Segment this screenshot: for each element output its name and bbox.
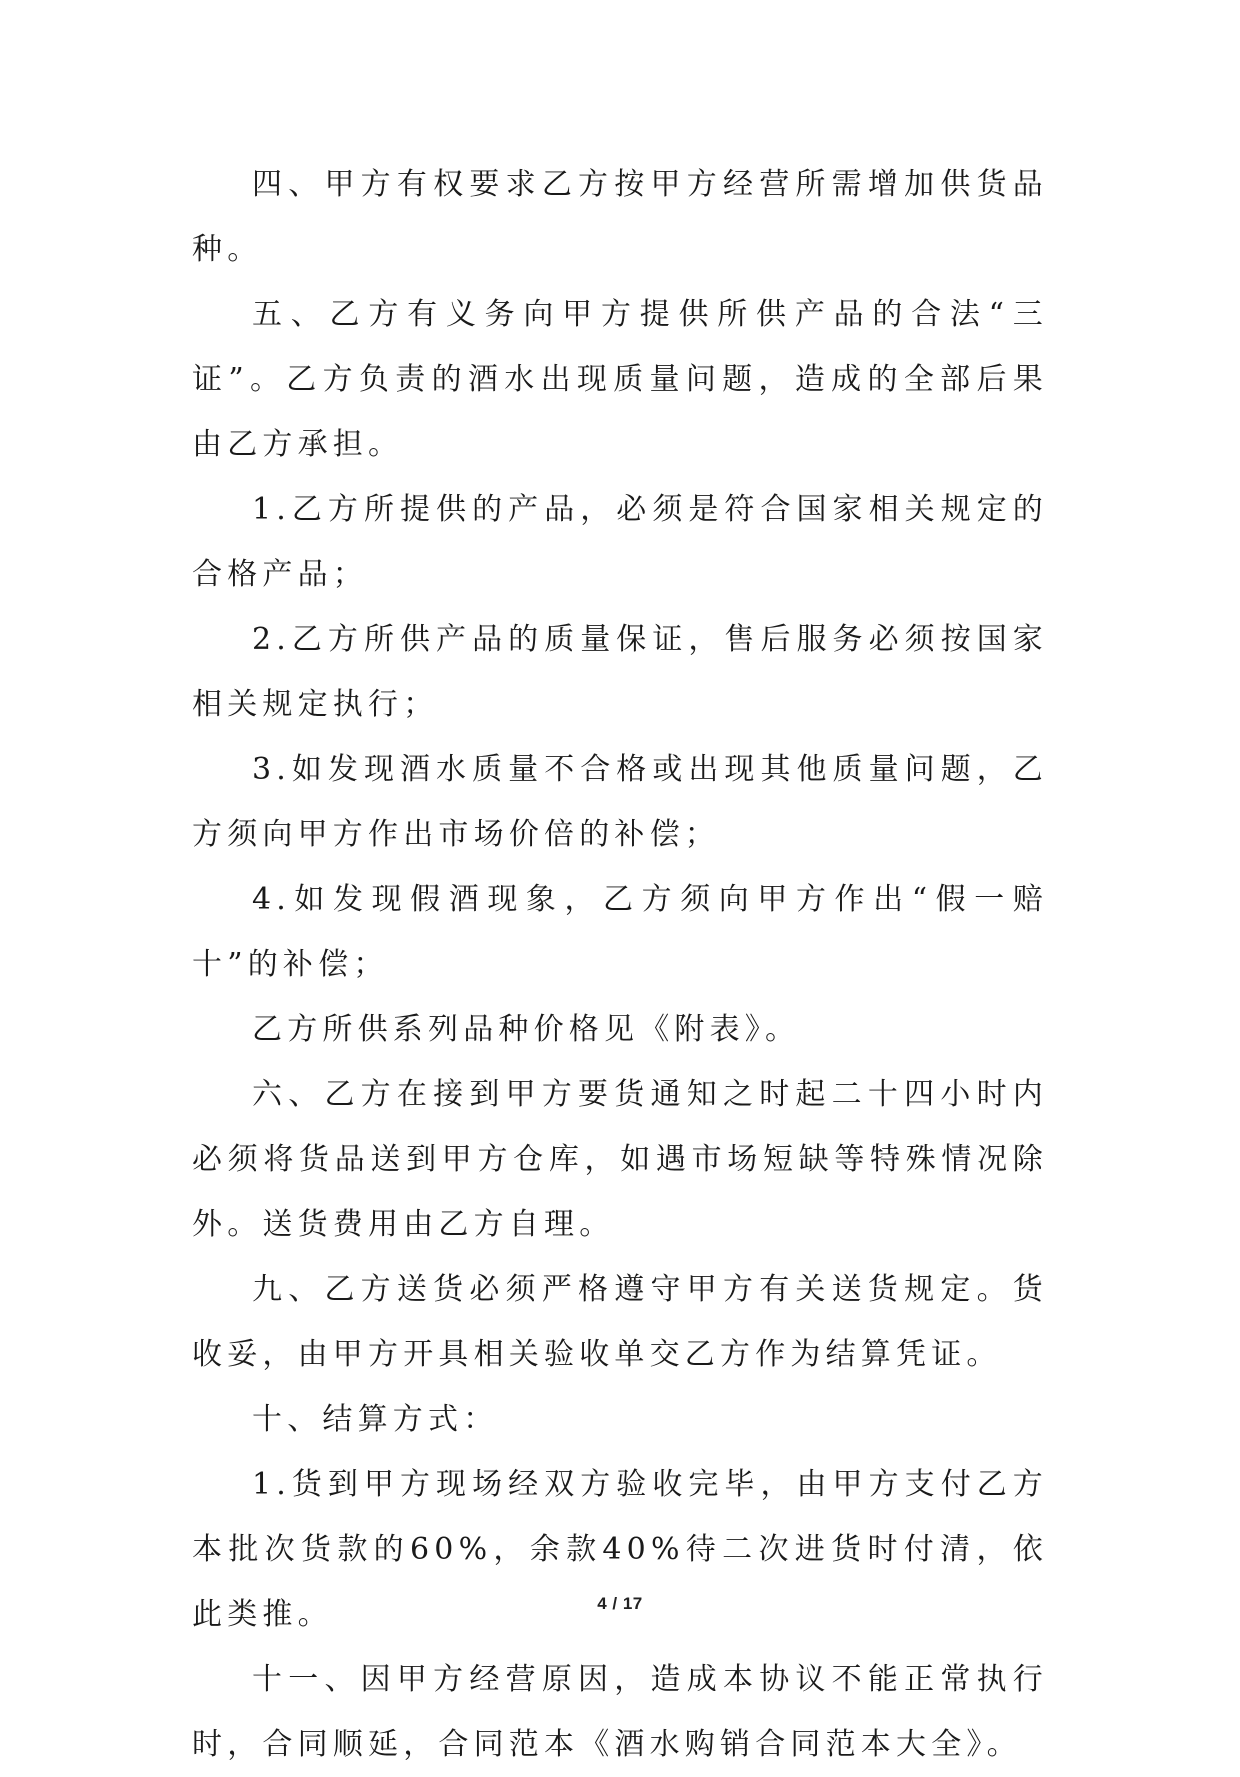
clause-nine: 九、乙方送货必须严格遵守甲方有关送货规定。货收妥，由甲方开具相关验收单交乙方作为结算凭证。 [192, 1272, 1048, 1372]
document-body [192, 152, 1048, 1777]
page-number: 4 / 17 [597, 1594, 643, 1613]
clause-ten: 十、结算方式： [252, 1402, 499, 1437]
clause-four: 四、甲方有权要求乙方按甲方经营所需增加供货品种。 [192, 167, 1048, 267]
clause-six: 六、乙方在接到甲方要货通知之时起二十四小时内必须将货品送到甲方仓库，如遇市场短缺等特殊情况除外。送货费用由乙方自理。 [192, 1077, 1048, 1242]
clause-five-item-1: 1.乙方所提供的产品，必须是符合国家相关规定的合格产品； [192, 492, 1048, 592]
clause-five-item-4: 4.如发现假酒现象，乙方须向甲方作出“假一赔十”的补偿； [192, 882, 1048, 982]
price-list-note: 乙方所供系列品种价格见《附表》。 [252, 1012, 801, 1047]
clause-eleven: 十一、因甲方经营原因，造成本协议不能正常执行时，合同顺延，合同范本《酒水购销合同范本大全》。 [192, 1662, 1048, 1762]
clause-five-item-3: 3.如发现酒水质量不合格或出现其他质量问题，乙方须向甲方作出市场价倍的补偿； [192, 752, 1048, 852]
clause-ten-item-1: 1.货到甲方现场经双方验收完毕，由甲方支付乙方本批次货款的60%，余款40%待二次进货时付清，依此类推。 [192, 1467, 1048, 1632]
clause-five-item-2: 2.乙方所供产品的质量保证，售后服务必须按国家相关规定执行； [192, 622, 1048, 722]
clause-five: 五、乙方有义务向甲方提供所供产品的合法“三证”。乙方负责的酒水出现质量问题，造成的全部后果由乙方承担。 [192, 297, 1048, 462]
